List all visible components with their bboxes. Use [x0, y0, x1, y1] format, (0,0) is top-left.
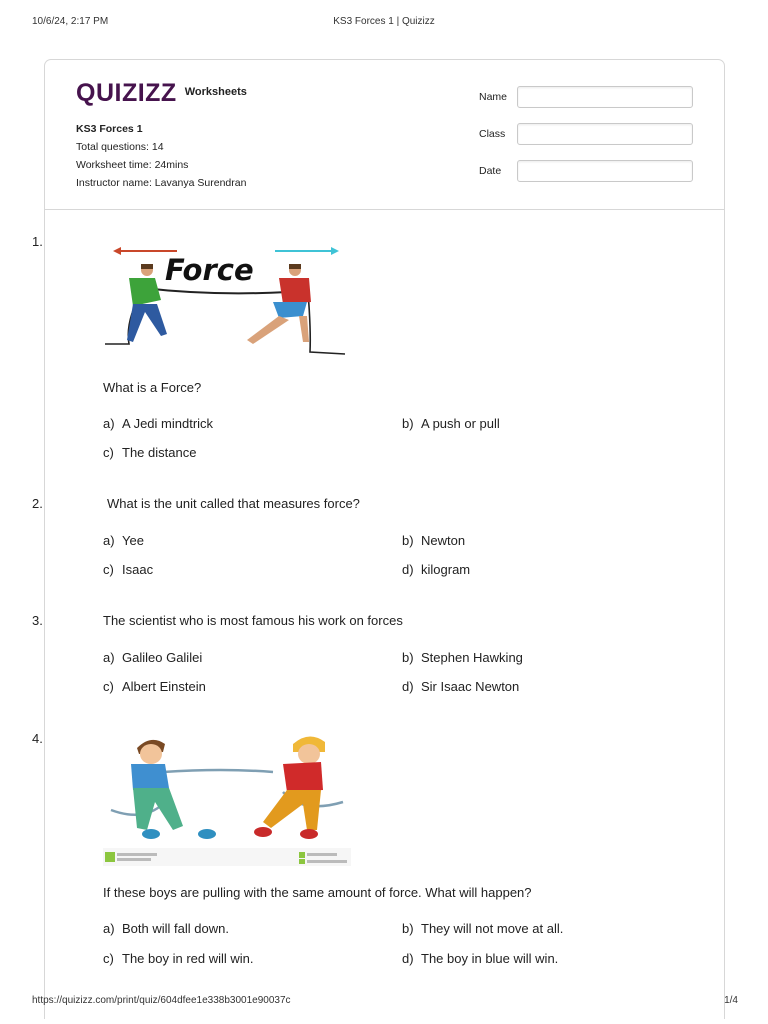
option-a[interactable]: a) Yee — [103, 533, 144, 548]
option-b[interactable]: b) Stephen Hawking — [402, 650, 523, 665]
tug-of-war-force-image — [103, 240, 349, 360]
question-number: 3. — [32, 613, 43, 628]
worksheet-meta — [76, 120, 246, 192]
force-word: Force — [165, 253, 254, 287]
print-header — [32, 16, 736, 30]
question-number: 4. — [32, 731, 43, 746]
worksheets-label: Worksheets — [184, 86, 247, 98]
total-questions: Total questions: 14 — [76, 141, 164, 153]
question-number: 2. — [32, 496, 43, 511]
instructor-name: Instructor name: Lavanya Surendran — [76, 177, 247, 189]
print-timestamp: 10/6/24, 2:17 PM — [32, 16, 109, 27]
brand — [76, 80, 247, 106]
option-a[interactable]: a) A Jedi mindtrick — [103, 416, 214, 431]
print-title: KS3 Forces 1 | Quizizz — [333, 16, 435, 27]
page-number: 1/4 — [724, 995, 738, 1006]
worksheet-title: KS3 Forces 1 — [76, 123, 143, 135]
print-footer — [32, 995, 738, 1009]
option-a[interactable]: a) Galileo Galilei — [103, 650, 203, 665]
date-field[interactable] — [517, 160, 693, 182]
option-d[interactable]: d) The boy in blue will win. — [402, 951, 559, 966]
boys-tug-of-war-image — [103, 730, 351, 866]
option-b[interactable]: b) A push or pull — [402, 416, 500, 431]
option-c[interactable]: c) The distance — [103, 445, 197, 460]
name-label: Name — [479, 91, 508, 103]
worksheet-time: Worksheet time: 24mins — [76, 159, 189, 171]
class-label: Class — [479, 128, 506, 140]
print-url: https://quizizz.com/print/quiz/604dfee1e338b3001e90037c — [32, 995, 291, 1006]
worksheet-card — [44, 59, 725, 1019]
question-3-text: The scientist who is most famous his work on forces — [103, 613, 403, 628]
option-d[interactable]: d) kilogram — [402, 562, 471, 577]
option-b[interactable]: b) Newton — [402, 533, 466, 548]
option-a[interactable]: a) Both will fall down. — [103, 921, 229, 936]
question-2-text: What is the unit called that measures force? — [107, 496, 360, 511]
name-field[interactable] — [517, 86, 693, 108]
option-d[interactable]: d) Sir Isaac Newton — [402, 679, 520, 694]
quizizz-logo: QUIZIZZ — [76, 79, 177, 107]
date-label: Date — [479, 165, 502, 177]
option-c[interactable]: c) Isaac — [103, 562, 154, 577]
worksheet-header — [45, 60, 724, 210]
question-number: 1. — [32, 234, 43, 249]
option-b[interactable]: b) They will not move at all. — [402, 921, 564, 936]
option-c[interactable]: c) The boy in red will win. — [103, 951, 254, 966]
class-field[interactable] — [517, 123, 693, 145]
option-c[interactable]: c) Albert Einstein — [103, 679, 206, 694]
question-1-text: What is a Force? — [103, 380, 202, 395]
question-4-text: If these boys are pulling with the same amount of force. What will happen? — [103, 885, 532, 900]
